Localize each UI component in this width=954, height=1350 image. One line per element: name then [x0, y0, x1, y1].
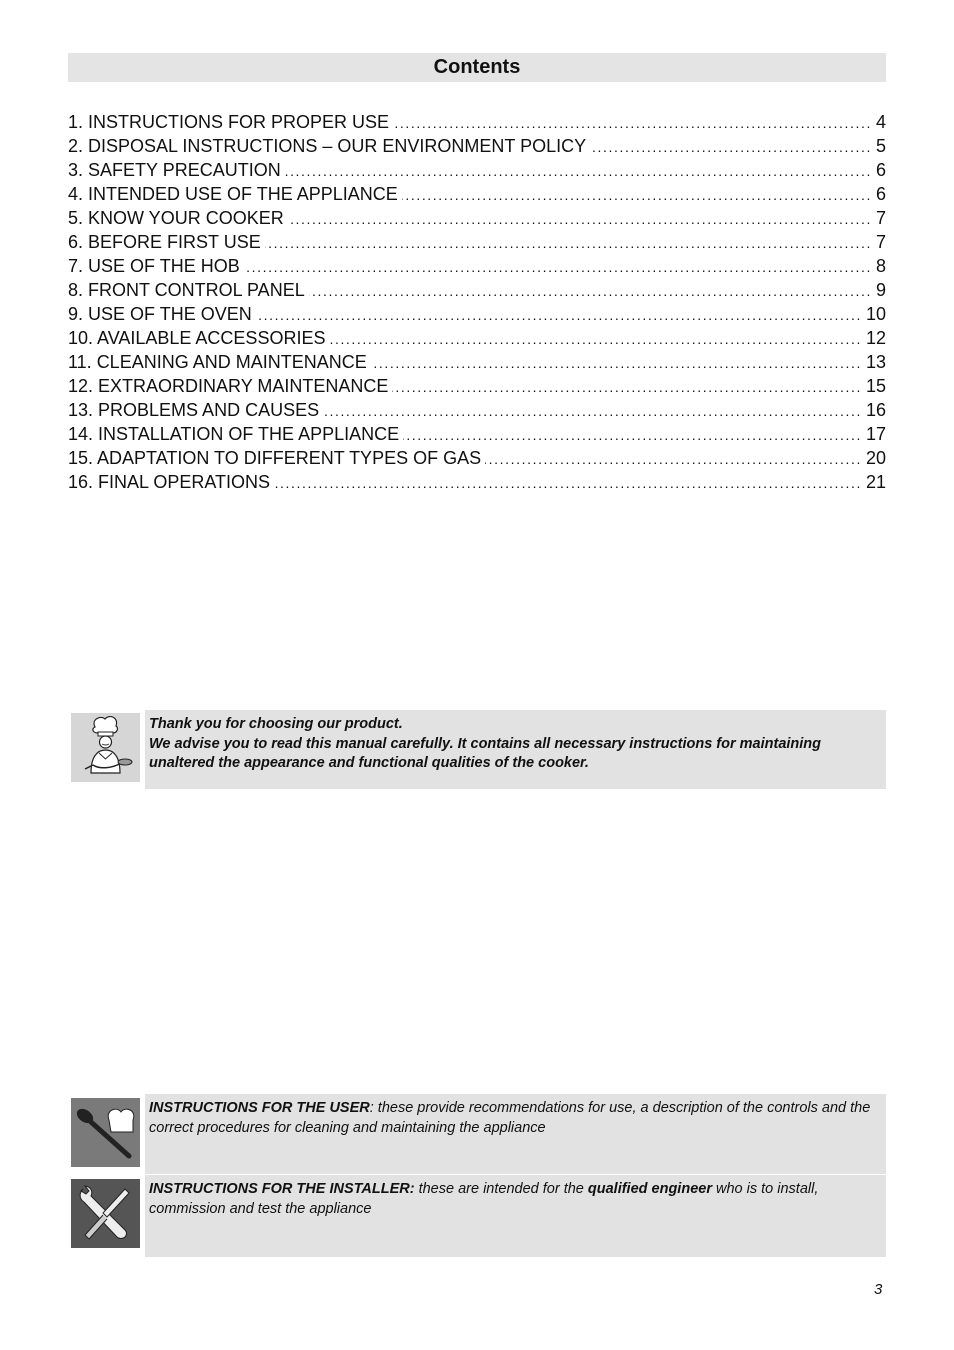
toc-entry-page: 8 [875, 256, 886, 276]
toc-leader-dots [323, 396, 862, 416]
toc-leader-dots [265, 228, 872, 248]
toc-leader-dots [256, 300, 862, 320]
toc-entry[interactable] [68, 180, 886, 204]
toc-entry-page: 21 [865, 472, 886, 492]
toc-entry-label: 1. INSTRUCTIONS FOR PROPER USE [68, 112, 390, 132]
toc-leader-dots [329, 324, 862, 344]
toc-entry-page: 4 [875, 112, 886, 132]
toc-entry[interactable] [68, 300, 886, 324]
thanks-note [145, 710, 886, 789]
toc-entry-label: 16. FINAL OPERATIONS [68, 472, 271, 492]
toc-entry-page: 7 [875, 232, 886, 252]
toc-leader-dots [371, 348, 862, 368]
toc-entry-label: 8. FRONT CONTROL PANEL [68, 280, 305, 300]
toc-entry[interactable] [68, 396, 886, 420]
toc-leader-dots [392, 372, 862, 392]
page-number: 3 [874, 1281, 883, 1298]
toc-entry-label: 6. BEFORE FIRST USE [68, 232, 261, 252]
toc-entry-label: 3. SAFETY PRECAUTION [68, 160, 281, 180]
toc-entry-label: 2. DISPOSAL INSTRUCTIONS – OUR ENVIRONMENT POLICY [68, 136, 587, 156]
table-of-contents [68, 108, 886, 492]
wrench-screwdriver-icon [71, 1179, 140, 1248]
user-note-text: : these provide recommendations for use, a description of the controls and the correct procedures for cleaning and maintaining the appliance [149, 1100, 871, 1136]
installer-note-emphasis: qualified engineer [587, 1181, 712, 1197]
thanks-line-1: Thank you for choosing our product. [149, 716, 403, 732]
toc-entry-page: 9 [875, 280, 886, 300]
toc-entry-label: 14. INSTALLATION OF THE APPLIANCE [68, 424, 400, 444]
installer-note-text-1: these are intended for the [414, 1181, 588, 1197]
toc-entry[interactable] [68, 420, 886, 444]
toc-entry[interactable] [68, 132, 886, 156]
toc-entry-page: 5 [875, 136, 886, 156]
toc-entry[interactable] [68, 252, 886, 276]
toc-entry-label: 11. CLEANING AND MAINTENANCE [68, 352, 367, 372]
toc-entry[interactable] [68, 108, 886, 132]
spoon-chef-hat-icon [71, 1098, 140, 1167]
toc-entry[interactable] [68, 276, 886, 300]
toc-entry-page: 7 [875, 208, 886, 228]
toc-entry[interactable] [68, 228, 886, 252]
toc-leader-dots [285, 156, 872, 176]
toc-entry-label: 4. INTENDED USE OF THE APPLIANCE [68, 184, 398, 204]
toc-entry[interactable] [68, 468, 886, 492]
toc-entry-page: 10 [865, 304, 886, 324]
toc-leader-dots [402, 180, 872, 200]
toc-entry[interactable] [68, 348, 886, 372]
thanks-line-2: We advise you to read this manual carefully. It contains all necessary instructions for maintaining unaltered the appearance and functional qualities of the cooker. [149, 735, 822, 771]
page-title: Contents [433, 56, 521, 78]
contents-header [68, 53, 886, 82]
toc-entry[interactable] [68, 444, 886, 468]
user-note [145, 1094, 886, 1174]
toc-entry-page: 6 [875, 184, 886, 204]
toc-entry-label: 9. USE OF THE OVEN [68, 304, 252, 324]
toc-entry-label: 7. USE OF THE HOB [68, 256, 240, 276]
toc-leader-dots [244, 252, 872, 272]
toc-leader-dots [393, 108, 872, 128]
toc-entry-page: 16 [865, 400, 886, 420]
toc-leader-dots [485, 444, 862, 464]
toc-entry-page: 20 [865, 448, 886, 468]
toc-leader-dots [590, 132, 872, 152]
toc-entry-page: 15 [865, 376, 886, 396]
toc-entry-label: 12. EXTRAORDINARY MAINTENANCE [68, 376, 389, 396]
toc-entry-label: 5. KNOW YOUR COOKER [68, 208, 284, 228]
toc-entry-page: 12 [865, 328, 886, 348]
toc-entry-page: 13 [865, 352, 886, 372]
toc-entry-page: 6 [875, 160, 886, 180]
installer-note-text-2: who is to install, commission and test the appliance [149, 1181, 819, 1217]
toc-entry[interactable] [68, 204, 886, 228]
chef-icon [71, 713, 140, 782]
toc-leader-dots [288, 204, 872, 224]
user-note-heading: INSTRUCTIONS FOR THE USER [149, 1100, 370, 1116]
toc-entry[interactable] [68, 156, 886, 180]
installer-note-heading: INSTRUCTIONS FOR THE INSTALLER: [149, 1181, 415, 1197]
toc-entry-label: 10. AVAILABLE ACCESSORIES [68, 328, 326, 348]
toc-entry[interactable] [68, 324, 886, 348]
toc-entry-label: 13. PROBLEMS AND CAUSES [68, 400, 320, 420]
toc-leader-dots [274, 468, 862, 488]
toc-leader-dots [403, 420, 862, 440]
toc-entry[interactable] [68, 372, 886, 396]
toc-entry-label: 15. ADAPTATION TO DIFFERENT TYPES OF GAS [68, 448, 482, 468]
installer-note [145, 1175, 886, 1257]
toc-entry-page: 17 [865, 424, 886, 444]
toc-leader-dots [309, 276, 872, 296]
